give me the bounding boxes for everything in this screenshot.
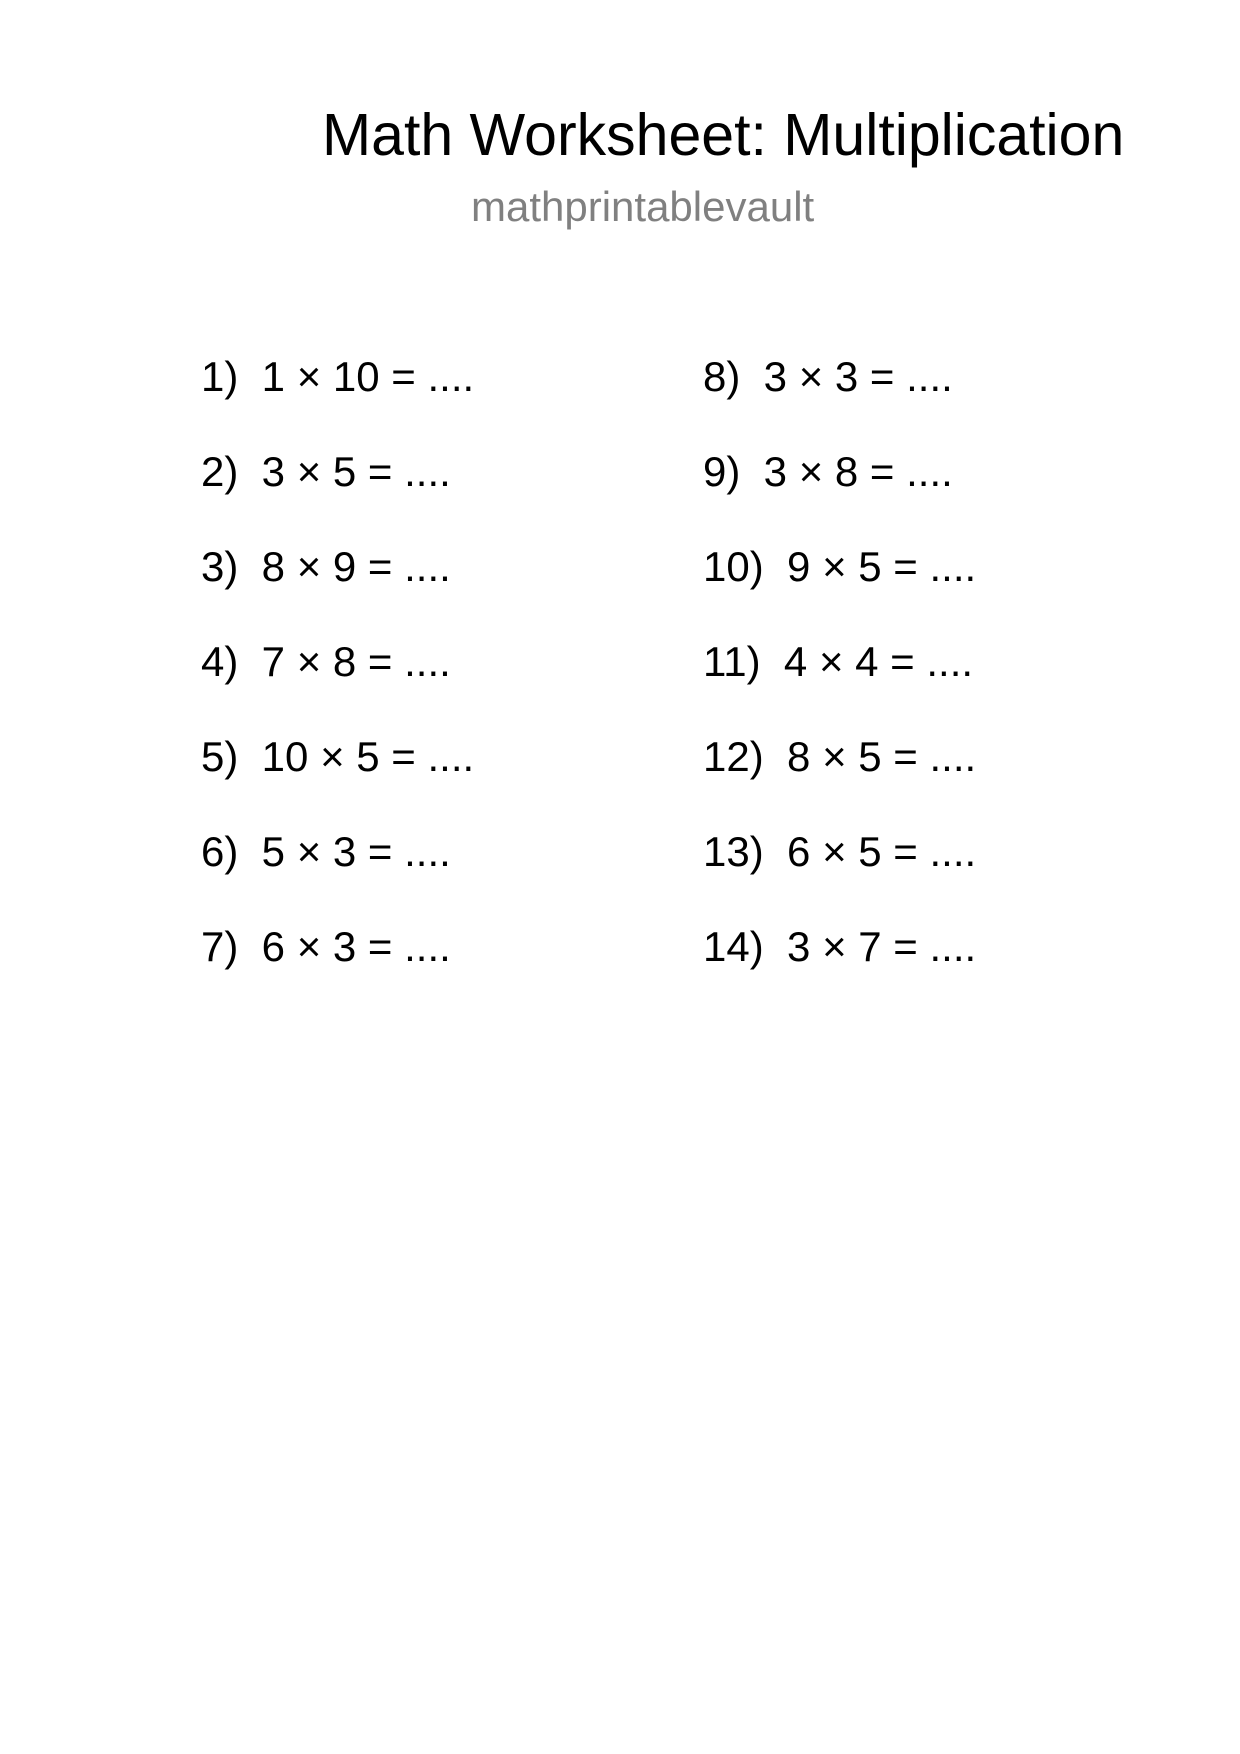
problem-item: 9) 3 × 8 = .... — [703, 448, 953, 495]
problem-item: 12) 8 × 5 = .... — [703, 733, 977, 780]
problem-item: 10) 9 × 5 = .... — [703, 543, 977, 590]
problem-item: 4) 7 × 8 = .... — [201, 638, 451, 685]
problem-item: 14) 3 × 7 = .... — [703, 923, 977, 970]
problem-item: 13) 6 × 5 = .... — [703, 828, 977, 875]
problem-item: 8) 3 × 3 = .... — [703, 353, 953, 400]
problem-item: 3) 8 × 9 = .... — [201, 543, 451, 590]
problem-item: 11) 4 × 4 = .... — [703, 638, 974, 685]
problem-column-right — [703, 352, 1163, 1017]
problem-item: 2) 3 × 5 = .... — [201, 448, 451, 495]
page-subtitle: mathprintablevault — [471, 183, 815, 230]
problem-item: 1) 1 × 10 = .... — [201, 353, 475, 400]
problem-item: 7) 6 × 3 = .... — [201, 923, 451, 970]
problem-column-left — [201, 352, 661, 1017]
page-title: Math Worksheet: Multiplication — [322, 102, 1125, 168]
problem-item: 6) 5 × 3 = .... — [201, 828, 451, 875]
problem-item: 5) 10 × 5 = .... — [201, 733, 475, 780]
